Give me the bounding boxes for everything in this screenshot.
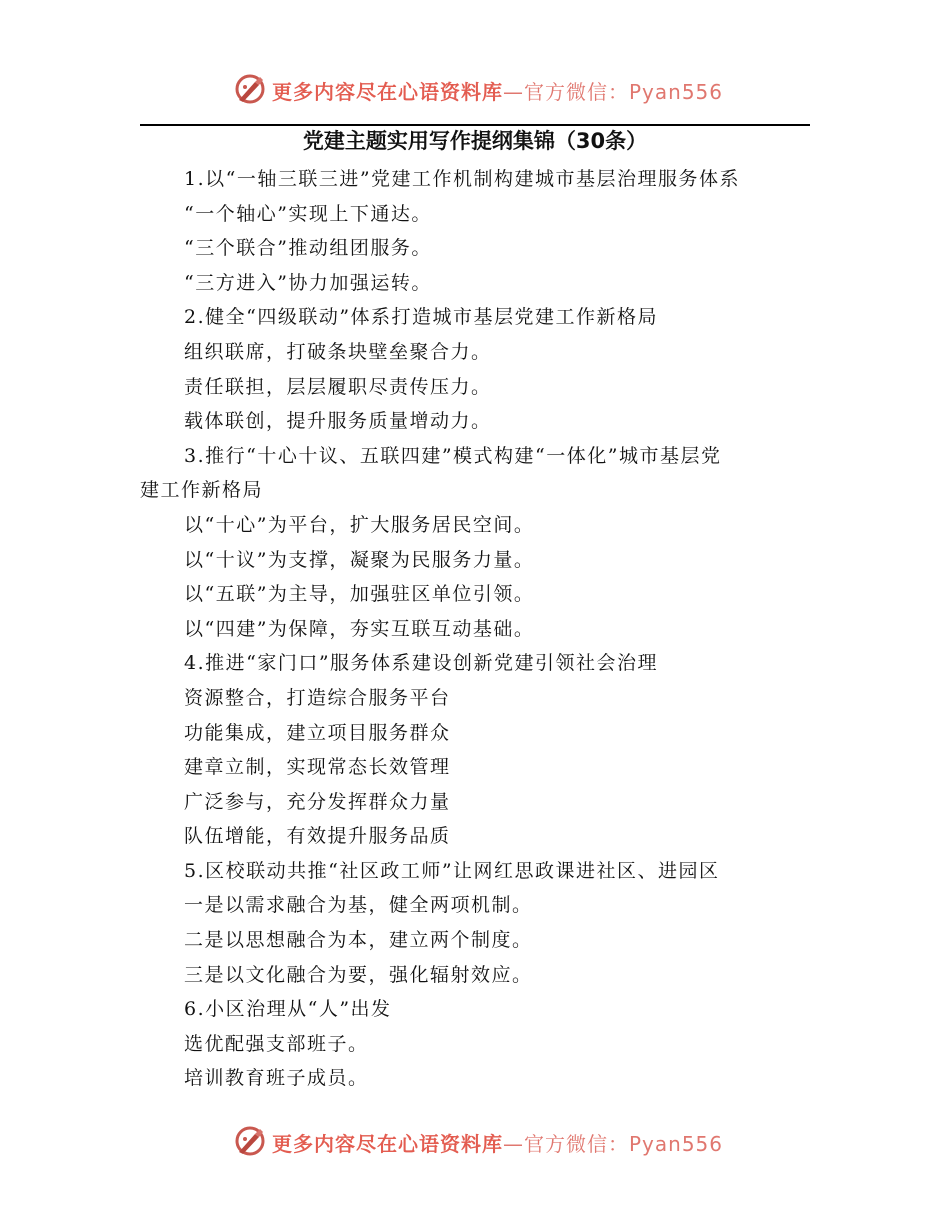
body-line: 二是以思想融合为本，建立两个制度。 bbox=[184, 929, 533, 952]
body-line: 选优配强支部班子。 bbox=[184, 1032, 369, 1055]
body-line: 以“十心”为平台，扩大服务居民空间。 bbox=[184, 513, 535, 536]
body-line: “三方进入”协力加强运转。 bbox=[184, 271, 432, 294]
body-line: 载体联创，提升服务质量增动力。 bbox=[184, 410, 492, 433]
banner-separator: — bbox=[503, 80, 524, 104]
banner-wechat: 官方微信：Pyan556 bbox=[524, 80, 724, 104]
heading-4: 4.推进“家门口”服务体系建设创新党建引领社会治理 bbox=[184, 652, 659, 675]
document-body bbox=[140, 162, 810, 1096]
banner-brand: 更多内容尽在心语资料库 bbox=[272, 80, 503, 104]
header-banner bbox=[0, 70, 950, 110]
footer-banner bbox=[0, 1122, 950, 1162]
body-line: 组织联席，打破条块壁垒聚合力。 bbox=[184, 340, 492, 363]
body-line: 建章立制，实现常态长效管理 bbox=[184, 756, 451, 779]
body-line: 队伍增能，有效提升服务品质 bbox=[184, 825, 451, 848]
pen-logo-icon bbox=[233, 72, 267, 106]
heading-5: 5.区校联动共推“社区政工师”让网红思政课进社区、进园区 bbox=[184, 859, 720, 882]
pen-logo-icon bbox=[233, 1124, 267, 1158]
body-line: “一个轴心”实现上下通达。 bbox=[184, 202, 432, 225]
heading-6: 6.小区治理从“人”出发 bbox=[184, 998, 392, 1021]
body-line: 以“十议”为支撑，凝聚为民服务力量。 bbox=[184, 548, 535, 571]
body-line: 以“四建”为保障，夯实互联互动基础。 bbox=[184, 617, 535, 640]
banner-wechat: 官方微信：Pyan556 bbox=[524, 1132, 724, 1156]
body-line: 功能集成，建立项目服务群众 bbox=[184, 721, 451, 744]
body-line: “三个联合”推动组团服务。 bbox=[184, 237, 432, 260]
heading-3-continued: 建工作新格局 bbox=[140, 479, 264, 502]
banner-text bbox=[272, 1128, 723, 1157]
body-line: 资源整合，打造综合服务平台 bbox=[184, 686, 451, 709]
body-line: 一是以需求融合为基，健全两项机制。 bbox=[184, 894, 533, 917]
body-line: 广泛参与，充分发挥群众力量 bbox=[184, 790, 451, 813]
banner-brand: 更多内容尽在心语资料库 bbox=[272, 1132, 503, 1156]
heading-2: 2.健全“四级联动”体系打造城市基层党建工作新格局 bbox=[184, 306, 659, 329]
body-line: 以“五联”为主导，加强驻区单位引领。 bbox=[184, 583, 535, 606]
body-line: 培训教育班子成员。 bbox=[184, 1067, 369, 1090]
heading-1: 1.以“一轴三联三进”党建工作机制构建城市基层治理服务体系 bbox=[184, 168, 741, 190]
document-title: 党建主题实用写作提纲集锦（30条） bbox=[302, 129, 648, 153]
banner-separator: — bbox=[503, 1132, 524, 1156]
banner-text bbox=[272, 76, 723, 105]
body-line: 三是以文化融合为要，强化辐射效应。 bbox=[184, 963, 533, 986]
body-line: 责任联担，层层履职尽责传压力。 bbox=[184, 375, 492, 398]
heading-3: 3.推行“十心十议、五联四建”模式构建“一体化”城市基层党 bbox=[184, 444, 722, 467]
